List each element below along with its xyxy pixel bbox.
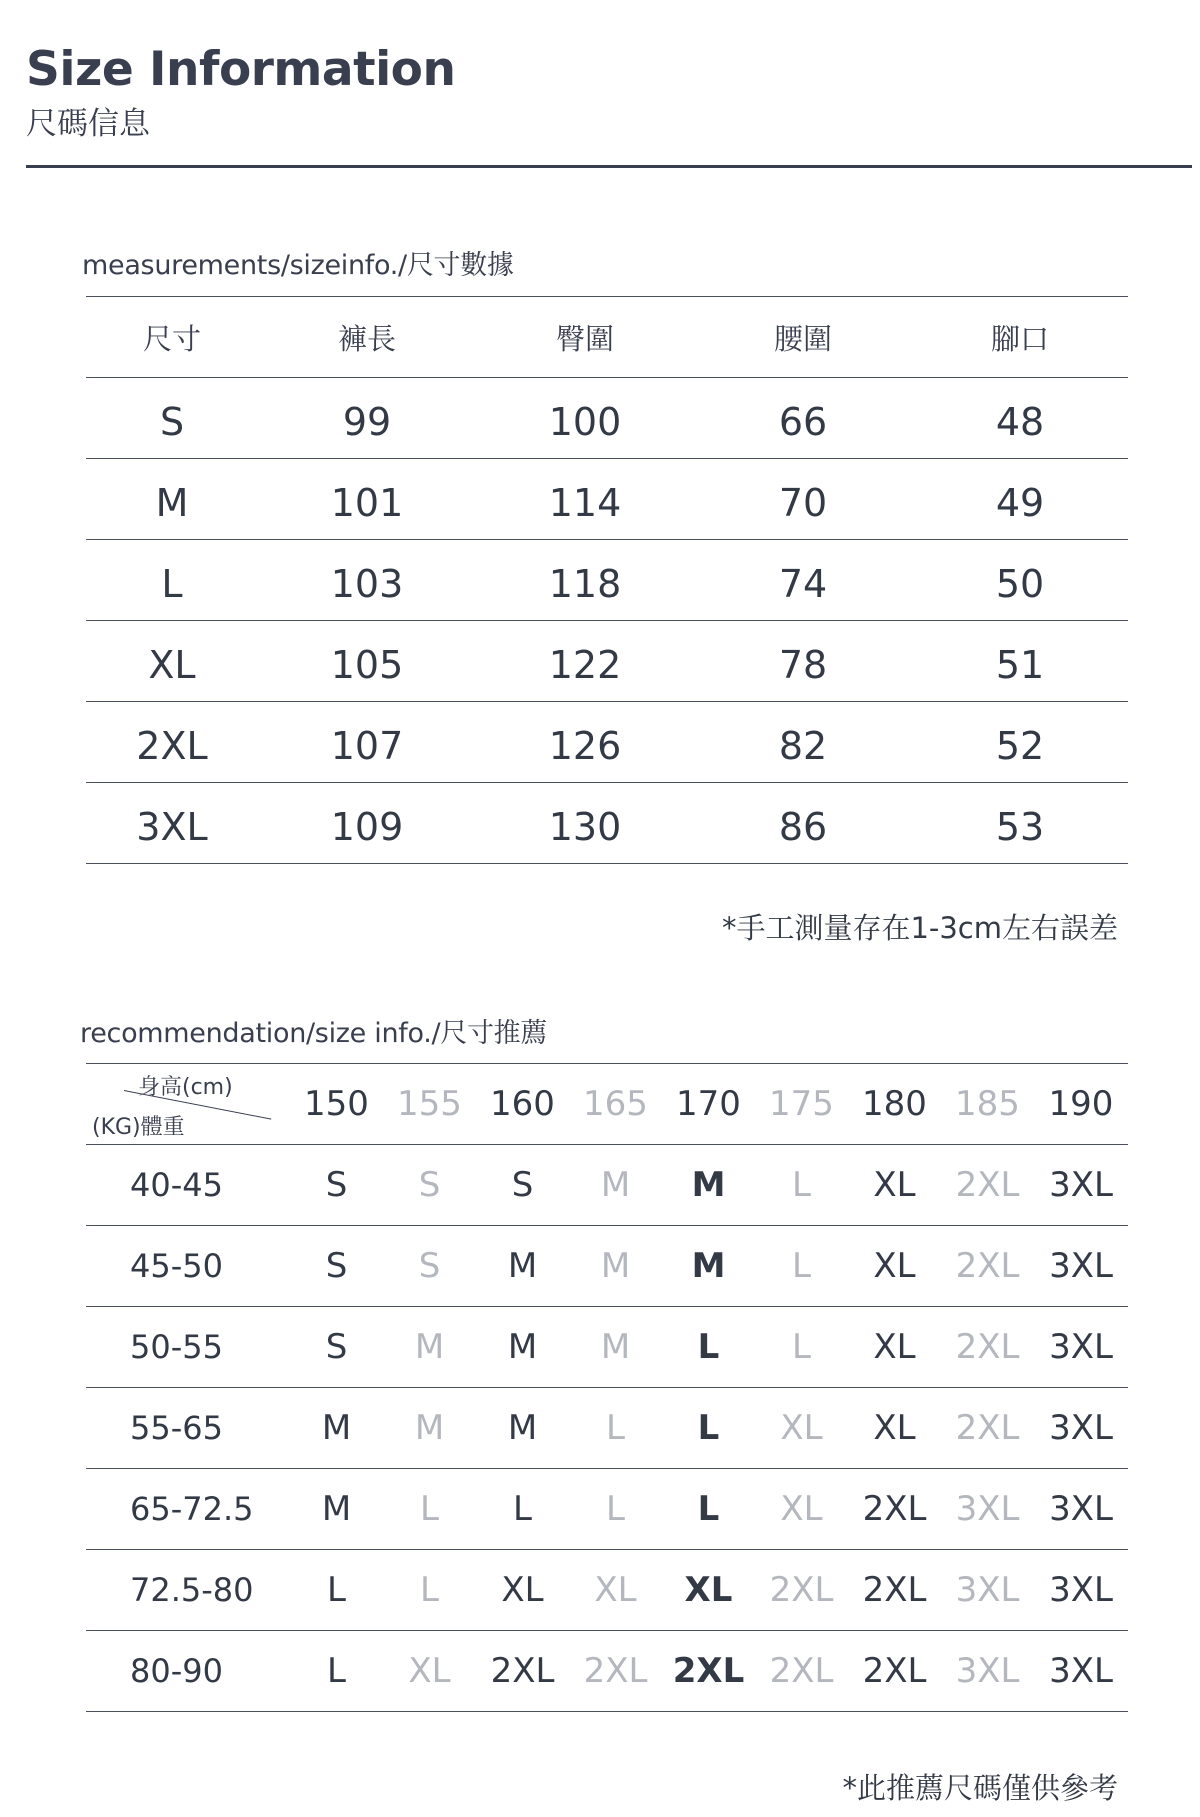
measurements-table bbox=[86, 296, 1128, 864]
weight-cell: 45-50 bbox=[130, 1247, 223, 1285]
size-recommendation-cell: L bbox=[792, 1246, 811, 1286]
size-recommendation-cell: S bbox=[418, 1246, 441, 1286]
measurement-cell: 101 bbox=[330, 481, 404, 525]
size-recommendation-cell: M bbox=[600, 1327, 631, 1367]
height-header: 150 bbox=[304, 1084, 369, 1124]
size-recommendation-cell: 3XL bbox=[1049, 1651, 1113, 1691]
page-subtitle: 尺碼信息 bbox=[26, 106, 150, 142]
size-recommendation-cell: S bbox=[325, 1165, 348, 1205]
size-recommendation-cell: M bbox=[691, 1246, 726, 1286]
measurement-cell: 50 bbox=[995, 562, 1045, 606]
table-row bbox=[86, 1388, 1128, 1469]
column-header: 腳口 bbox=[990, 321, 1049, 356]
size-recommendation-cell: XL bbox=[780, 1408, 823, 1448]
measurement-cell: 122 bbox=[548, 643, 622, 687]
size-recommendation-cell: S bbox=[325, 1246, 348, 1286]
size-recommendation-cell: 2XL bbox=[862, 1489, 927, 1529]
weight-cell: 65-72.5 bbox=[130, 1490, 254, 1528]
measurement-cell: 100 bbox=[548, 400, 622, 444]
weight-axis-label: (KG)體重 bbox=[92, 1115, 185, 1140]
size-recommendation-cell: S bbox=[325, 1327, 348, 1367]
height-header: 155 bbox=[397, 1084, 462, 1124]
size-recommendation-cell: 3XL bbox=[1049, 1489, 1113, 1529]
height-header: 160 bbox=[490, 1084, 555, 1124]
size-cell: L bbox=[161, 562, 183, 606]
measurement-cell: 48 bbox=[995, 400, 1045, 444]
size-recommendation-cell: L bbox=[792, 1327, 811, 1367]
measurement-cell: 118 bbox=[548, 562, 622, 606]
size-recommendation-cell: M bbox=[507, 1327, 538, 1367]
weight-cell: 72.5-80 bbox=[130, 1571, 254, 1609]
size-recommendation-cell: 3XL bbox=[1049, 1408, 1113, 1448]
size-recommendation-cell: XL bbox=[873, 1408, 916, 1448]
size-recommendation-cell: XL bbox=[684, 1570, 733, 1610]
recommendation-label: recommendation/size info./尺寸推薦 bbox=[80, 1018, 548, 1049]
size-recommendation-cell: M bbox=[600, 1246, 631, 1286]
measurement-cell: 114 bbox=[548, 481, 622, 525]
size-recommendation-cell: L bbox=[697, 1489, 720, 1529]
table-row bbox=[86, 1469, 1128, 1550]
measurement-cell: 107 bbox=[330, 724, 404, 768]
table-row bbox=[86, 621, 1128, 702]
size-recommendation-cell: M bbox=[414, 1408, 445, 1448]
size-recommendation-cell: XL bbox=[594, 1570, 637, 1610]
size-recommendation-cell: L bbox=[606, 1408, 625, 1448]
size-recommendation-cell: M bbox=[507, 1408, 538, 1448]
height-axis-label: 身高(cm) bbox=[138, 1075, 233, 1100]
table-row bbox=[86, 459, 1128, 540]
table-row bbox=[86, 1631, 1128, 1712]
size-recommendation-cell: S bbox=[511, 1165, 534, 1205]
height-header: 170 bbox=[676, 1084, 741, 1124]
size-recommendation-cell: L bbox=[420, 1570, 439, 1610]
size-recommendation-cell: M bbox=[321, 1489, 352, 1529]
measurement-cell: 52 bbox=[995, 724, 1045, 768]
size-recommendation-cell: L bbox=[327, 1570, 346, 1610]
measurement-cell: 53 bbox=[995, 805, 1045, 849]
size-cell: 3XL bbox=[136, 805, 208, 849]
size-recommendation-cell: XL bbox=[873, 1246, 916, 1286]
height-header: 165 bbox=[583, 1084, 648, 1124]
column-header: 褲長 bbox=[337, 321, 396, 356]
table-row bbox=[86, 540, 1128, 621]
table-row bbox=[86, 1145, 1128, 1226]
size-recommendation-cell: M bbox=[414, 1327, 445, 1367]
weight-cell: 55-65 bbox=[130, 1409, 223, 1447]
measurements-header-row bbox=[86, 297, 1128, 378]
measurement-cell: 103 bbox=[330, 562, 404, 606]
table-row bbox=[86, 702, 1128, 783]
measurement-cell: 74 bbox=[778, 562, 828, 606]
height-header: 190 bbox=[1048, 1084, 1114, 1124]
size-recommendation-cell: 3XL bbox=[955, 1651, 1020, 1691]
size-recommendation-cell: 3XL bbox=[955, 1570, 1020, 1610]
size-recommendation-cell: 2XL bbox=[955, 1327, 1020, 1367]
measurement-cell: 130 bbox=[548, 805, 622, 849]
size-recommendation-cell: 3XL bbox=[1049, 1570, 1113, 1610]
size-recommendation-cell: XL bbox=[408, 1651, 451, 1691]
size-recommendation-cell: 2XL bbox=[955, 1408, 1020, 1448]
measurement-cell: 49 bbox=[995, 481, 1045, 525]
column-header: 腰圍 bbox=[773, 321, 832, 356]
size-recommendation-cell: L bbox=[697, 1408, 720, 1448]
weight-cell: 50-55 bbox=[130, 1328, 223, 1366]
measurement-cell: 70 bbox=[778, 481, 828, 525]
table-row bbox=[86, 1226, 1128, 1307]
measurement-cell: 82 bbox=[778, 724, 828, 768]
measurement-cell: 66 bbox=[778, 400, 828, 444]
size-recommendation-cell: 2XL bbox=[769, 1570, 834, 1610]
measurement-cell: 78 bbox=[778, 643, 828, 687]
size-recommendation-cell: 3XL bbox=[955, 1489, 1020, 1529]
measurement-note: *手工測量存在1-3cm左右誤差 bbox=[721, 911, 1118, 945]
table-row bbox=[86, 1307, 1128, 1388]
size-recommendation-cell: 2XL bbox=[672, 1651, 745, 1691]
size-recommendation-cell: M bbox=[507, 1246, 538, 1286]
table-row bbox=[86, 1550, 1128, 1631]
size-recommendation-cell: 3XL bbox=[1049, 1327, 1113, 1367]
size-recommendation-cell: 2XL bbox=[862, 1651, 927, 1691]
table-row bbox=[86, 783, 1128, 864]
column-header: 尺寸 bbox=[142, 321, 201, 356]
recommendation-table bbox=[86, 1063, 1128, 1712]
corner-cell bbox=[86, 1064, 290, 1145]
column-header: 臀圍 bbox=[555, 321, 614, 356]
size-recommendation-cell: L bbox=[792, 1165, 811, 1205]
table-row bbox=[86, 378, 1128, 459]
height-header: 185 bbox=[955, 1084, 1020, 1124]
size-recommendation-cell: L bbox=[606, 1489, 625, 1529]
weight-cell: 80-90 bbox=[130, 1652, 223, 1690]
size-recommendation-cell: 2XL bbox=[862, 1570, 927, 1610]
page-title: Size Information bbox=[26, 42, 456, 97]
size-recommendation-cell: M bbox=[321, 1408, 352, 1448]
title-block bbox=[26, 40, 455, 146]
size-recommendation-cell: 2XL bbox=[769, 1651, 834, 1691]
size-recommendation-cell: XL bbox=[501, 1570, 544, 1610]
size-cell: 2XL bbox=[136, 724, 208, 768]
size-recommendation-cell: XL bbox=[780, 1489, 823, 1529]
title-divider bbox=[26, 165, 1192, 168]
size-recommendation-cell: L bbox=[697, 1327, 720, 1367]
height-header: 175 bbox=[769, 1084, 834, 1124]
size-recommendation-cell: 3XL bbox=[1049, 1165, 1113, 1205]
size-recommendation-cell: M bbox=[691, 1165, 726, 1205]
weight-cell: 40-45 bbox=[130, 1166, 223, 1204]
measurements-label: measurements/sizeinfo./尺寸數據 bbox=[82, 250, 514, 281]
measurement-cell: 105 bbox=[330, 643, 404, 687]
size-recommendation-cell: 3XL bbox=[1049, 1246, 1113, 1286]
size-recommendation-cell: 2XL bbox=[955, 1246, 1020, 1286]
size-recommendation-cell: L bbox=[513, 1489, 532, 1529]
size-recommendation-cell: M bbox=[600, 1165, 631, 1205]
measurement-cell: 126 bbox=[548, 724, 622, 768]
size-cell: M bbox=[155, 481, 189, 525]
measurement-cell: 99 bbox=[342, 400, 392, 444]
size-cell: XL bbox=[148, 643, 196, 687]
measurement-cell: 51 bbox=[995, 643, 1045, 687]
height-header: 180 bbox=[862, 1084, 927, 1124]
size-cell: S bbox=[159, 400, 185, 444]
size-recommendation-cell: L bbox=[420, 1489, 439, 1529]
measurement-cell: 86 bbox=[778, 805, 828, 849]
size-recommendation-cell: 2XL bbox=[955, 1165, 1020, 1205]
measurement-cell: 109 bbox=[330, 805, 404, 849]
size-recommendation-cell: 2XL bbox=[583, 1651, 648, 1691]
size-recommendation-cell: XL bbox=[873, 1327, 916, 1367]
size-recommendation-cell: XL bbox=[873, 1165, 916, 1205]
size-recommendation-cell: 2XL bbox=[490, 1651, 555, 1691]
size-recommendation-cell: L bbox=[327, 1651, 346, 1691]
height-header-row bbox=[86, 1064, 1128, 1145]
recommendation-note: *此推薦尺碼僅供參考 bbox=[842, 1771, 1118, 1805]
size-recommendation-cell: S bbox=[418, 1165, 441, 1205]
